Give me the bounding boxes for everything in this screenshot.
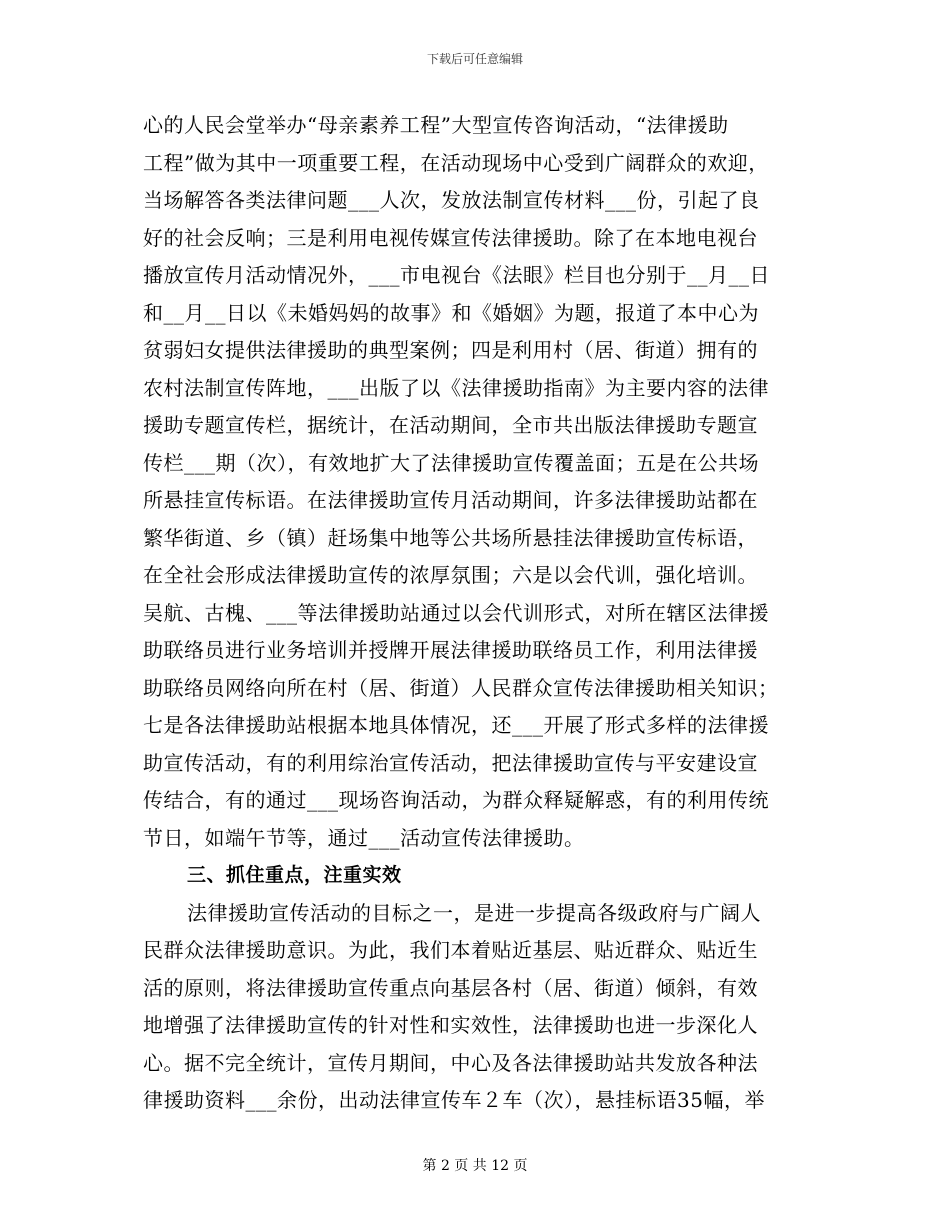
text-line: 所悬挂宣传标语。在法律援助宣传月活动期间，许多法律援助站都在 — [143, 488, 758, 512]
text-line: 当场解答各类法律问题___人次，发放法制宣传材料___份，引起了良 — [143, 188, 760, 212]
text-line: 工程”做为其中一项重要工程，在活动现场中心受到广阔群众的欢迎， — [143, 150, 769, 175]
text-line: 助宣传活动，有的利用综治宣传活动，把法律援助宣传与平安建设宣 — [143, 750, 758, 775]
text-line: 和__月__日以《未婚妈妈的故事》和《婚姻》为题，报道了本中心为 — [143, 300, 759, 325]
text-line: 农村法制宣传阵地，___出版了以《法律援助指南》为主要内容的法律 — [143, 375, 769, 400]
text-line: 助联络员网络向所在村（居、街道）人民群众宣传法律援助相关知识； — [143, 675, 779, 700]
text-line: 好的社会反响；三是利用电视传媒宣传法律援助。除了在本地电视台 — [143, 225, 758, 250]
text-line: 地增强了法律援助宣传的针对性和实效性，法律援助也进一步深化人 — [143, 1013, 758, 1037]
text-line: 援助专题宣传栏，据统计，在活动期间，全市共出版法律援助专题宣 — [143, 413, 758, 437]
document-body — [143, 107, 813, 1120]
text-line: 在全社会形成法律援助宣传的浓厚氛围；六是以会代训，强化培训。 — [143, 563, 758, 587]
text-line: 助联络员进行业务培训并授牌开展法律援助联络员工作，利用法律援 — [143, 638, 758, 662]
text-line: 传栏___期（次），有效地扩大了法律援助宣传覆盖面；五是在公共场 — [143, 450, 759, 475]
text-line: 贫弱妇女提供法律援助的典型案例；四是利用村（居、街道）拥有的 — [143, 338, 758, 362]
text-line: 法律援助宣传活动的目标之一，是进一步提高各级政府与广阔人 — [187, 900, 761, 925]
text-line: 吴航、古槐、___等法律援助站通过以会代训形式，对所在辖区法律援 — [143, 600, 769, 625]
text-line: 节日，如端午节等，通过___活动宣传法律援助。 — [143, 825, 585, 850]
text-line: 律援助资料___余份，出动法律宣传车２车（次），悬挂标语35幅，举 — [143, 1088, 765, 1112]
text-line: 民群众法律援助意识。为此，我们本着贴近基层、贴近群众、贴近生 — [143, 938, 758, 962]
text-line: 心。据不完全统计，宣传月期间，中心及各法律援助站共发放各种法 — [143, 1050, 758, 1075]
text-line: 播放宣传月活动情况外，___市电视台《法眼》栏目也分别于__月__日 — [143, 263, 770, 287]
text-line: 七是各法律援助站根据本地具体情况，还___开展了形式多样的法律援 — [143, 713, 769, 737]
text-line: 传结合，有的通过___现场咨询活动，为群众释疑解惑，有的利用传统 — [143, 788, 769, 812]
text-line: 繁华街道、乡（镇）赶场集中地等公共场所悬挂法律援助宣传标语， — [143, 525, 758, 550]
text-line: 活的原则，将法律援助宣传重点向基层各村（居、街道）倾斜，有效 — [143, 975, 758, 1000]
page-header: 下载后可任意编辑 — [426, 52, 523, 66]
page-footer: 第 2 页 共 12 页 — [422, 1158, 528, 1174]
text-line: 心的人民会堂举办“母亲素养工程”大型宣传咨询活动，“法律援助 — [143, 113, 729, 137]
section-heading: 三、抓住重点，注重实效 — [187, 864, 402, 886]
